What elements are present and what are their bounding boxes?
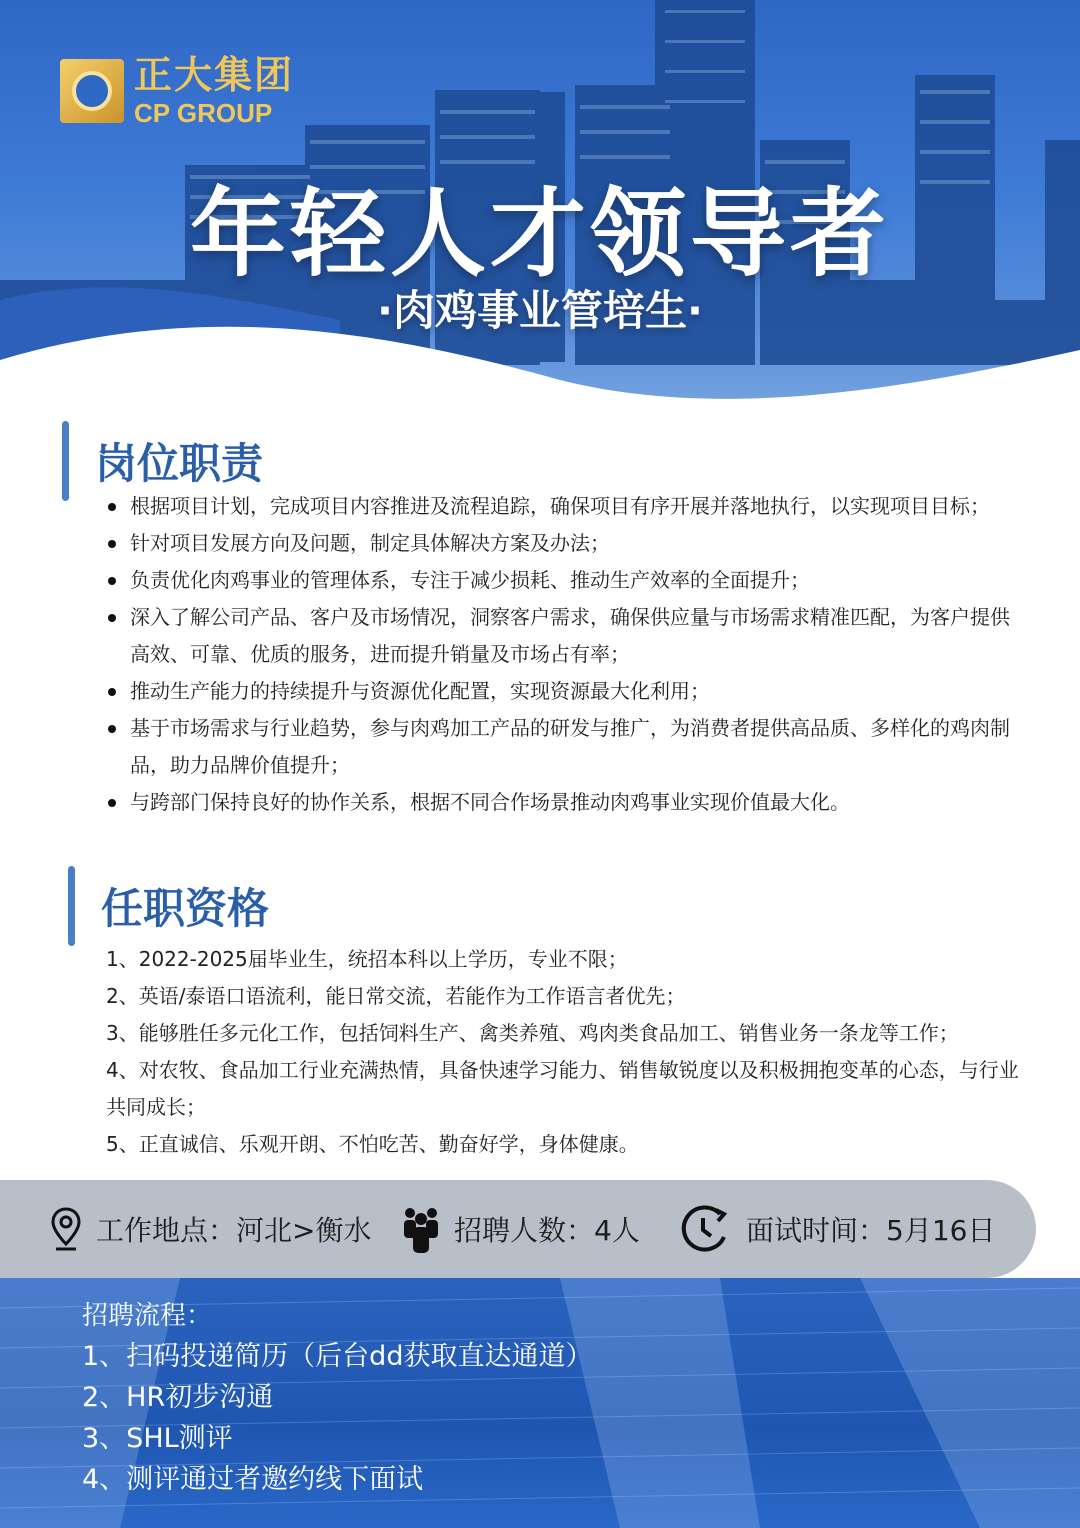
duties-list <box>104 488 1019 821</box>
process-step: 2、HR初步沟通 <box>82 1382 274 1413</box>
location-pin-icon <box>50 1206 82 1252</box>
work-location-text: 工作地点：河北>衡水 <box>96 1214 372 1247</box>
list-item: 根据项目计划，完成项目内容推进及流程追踪，确保项目有序开展并落地执行，以实现项目目标； <box>104 488 1019 525</box>
list-item: 负责优化肉鸡事业的管理体系，专注于减少损耗、推动生产效率的全面提升； <box>104 562 1019 599</box>
hero-title: 年轻人才领导者 <box>190 178 890 290</box>
process-step: 3、SHL测评 <box>82 1423 233 1454</box>
list-item: 4、对农牧、食品加工行业充满热情，具备快速学习能力、销售敏锐度以及积极拥抱变革的心态，与行业共同成长； <box>106 1058 1019 1119</box>
list-item: 基于市场需求与行业趋势，参与肉鸡加工产品的研发与推广，为消费者提供高品质、多样化的鸡肉制品，助力品牌价值提升； <box>104 710 1019 784</box>
hero-banner <box>0 0 1080 420</box>
headcount-text: 招聘人数：4人 <box>454 1214 640 1247</box>
process-title: 招聘流程： <box>82 1301 213 1331</box>
logo-name-cn: 正大集团 <box>134 53 295 97</box>
recruitment-process-panel <box>0 1278 1080 1528</box>
hero-subtitle: ·肉鸡事业管培生· <box>377 286 703 335</box>
list-item: 1、2022-2025届毕业生，统招本科以上学历，专业不限； <box>106 947 628 971</box>
requirements-list <box>106 941 1026 1163</box>
list-item: 3、能够胜任多元化工作，包括饲料生产、禽类养殖、鸡肉类食品加工、销售业务一条龙等工作； <box>106 1021 959 1045</box>
process-list <box>82 1296 592 1500</box>
process-step: 1、扫码投递简历（后台dd获取直达通道） <box>82 1341 593 1372</box>
list-item: 2、英语/泰语口语流利，能日常交流，若能作为工作语言者优先； <box>106 984 686 1008</box>
info-bar <box>0 1180 1036 1278</box>
clock-icon <box>678 1204 732 1254</box>
list-item: 针对项目发展方向及问题，制定具体解决方案及办法； <box>104 525 1019 562</box>
requirements-title: 任职资格 <box>101 884 270 933</box>
requirements-heading <box>68 866 269 946</box>
list-item: 深入了解公司产品、客户及市场情况，洞察客户需求，确保供应量与市场需求精准匹配，为客户提供高效、可靠、优质的服务，进而提升销量及市场占有率； <box>104 599 1019 673</box>
logo-name-en: CP GROUP <box>134 98 273 128</box>
list-item: 与跨部门保持良好的协作关系，根据不同合作场景推动肉鸡事业实现价值最大化。 <box>104 784 1019 821</box>
interview-time-text: 面试时间：5月16日 <box>746 1214 996 1247</box>
process-step: 4、测评通过者邀约线下面试 <box>82 1464 424 1495</box>
duties-title: 岗位职责 <box>95 439 264 488</box>
interview-time <box>678 1204 995 1254</box>
work-location <box>50 1206 371 1252</box>
cp-group-logo <box>60 53 295 128</box>
section-accent-bar <box>62 421 69 501</box>
list-item: 5、正直诚信、乐观开朗、不怕吃苦、勤奋好学，身体健康。 <box>106 1132 639 1156</box>
section-accent-bar <box>68 866 75 946</box>
headcount <box>402 1205 640 1253</box>
cp-logo-mark-icon <box>60 59 124 123</box>
list-item: 推动生产能力的持续提升与资源优化配置，实现资源最大化利用； <box>104 673 1019 710</box>
people-icon <box>402 1205 440 1253</box>
